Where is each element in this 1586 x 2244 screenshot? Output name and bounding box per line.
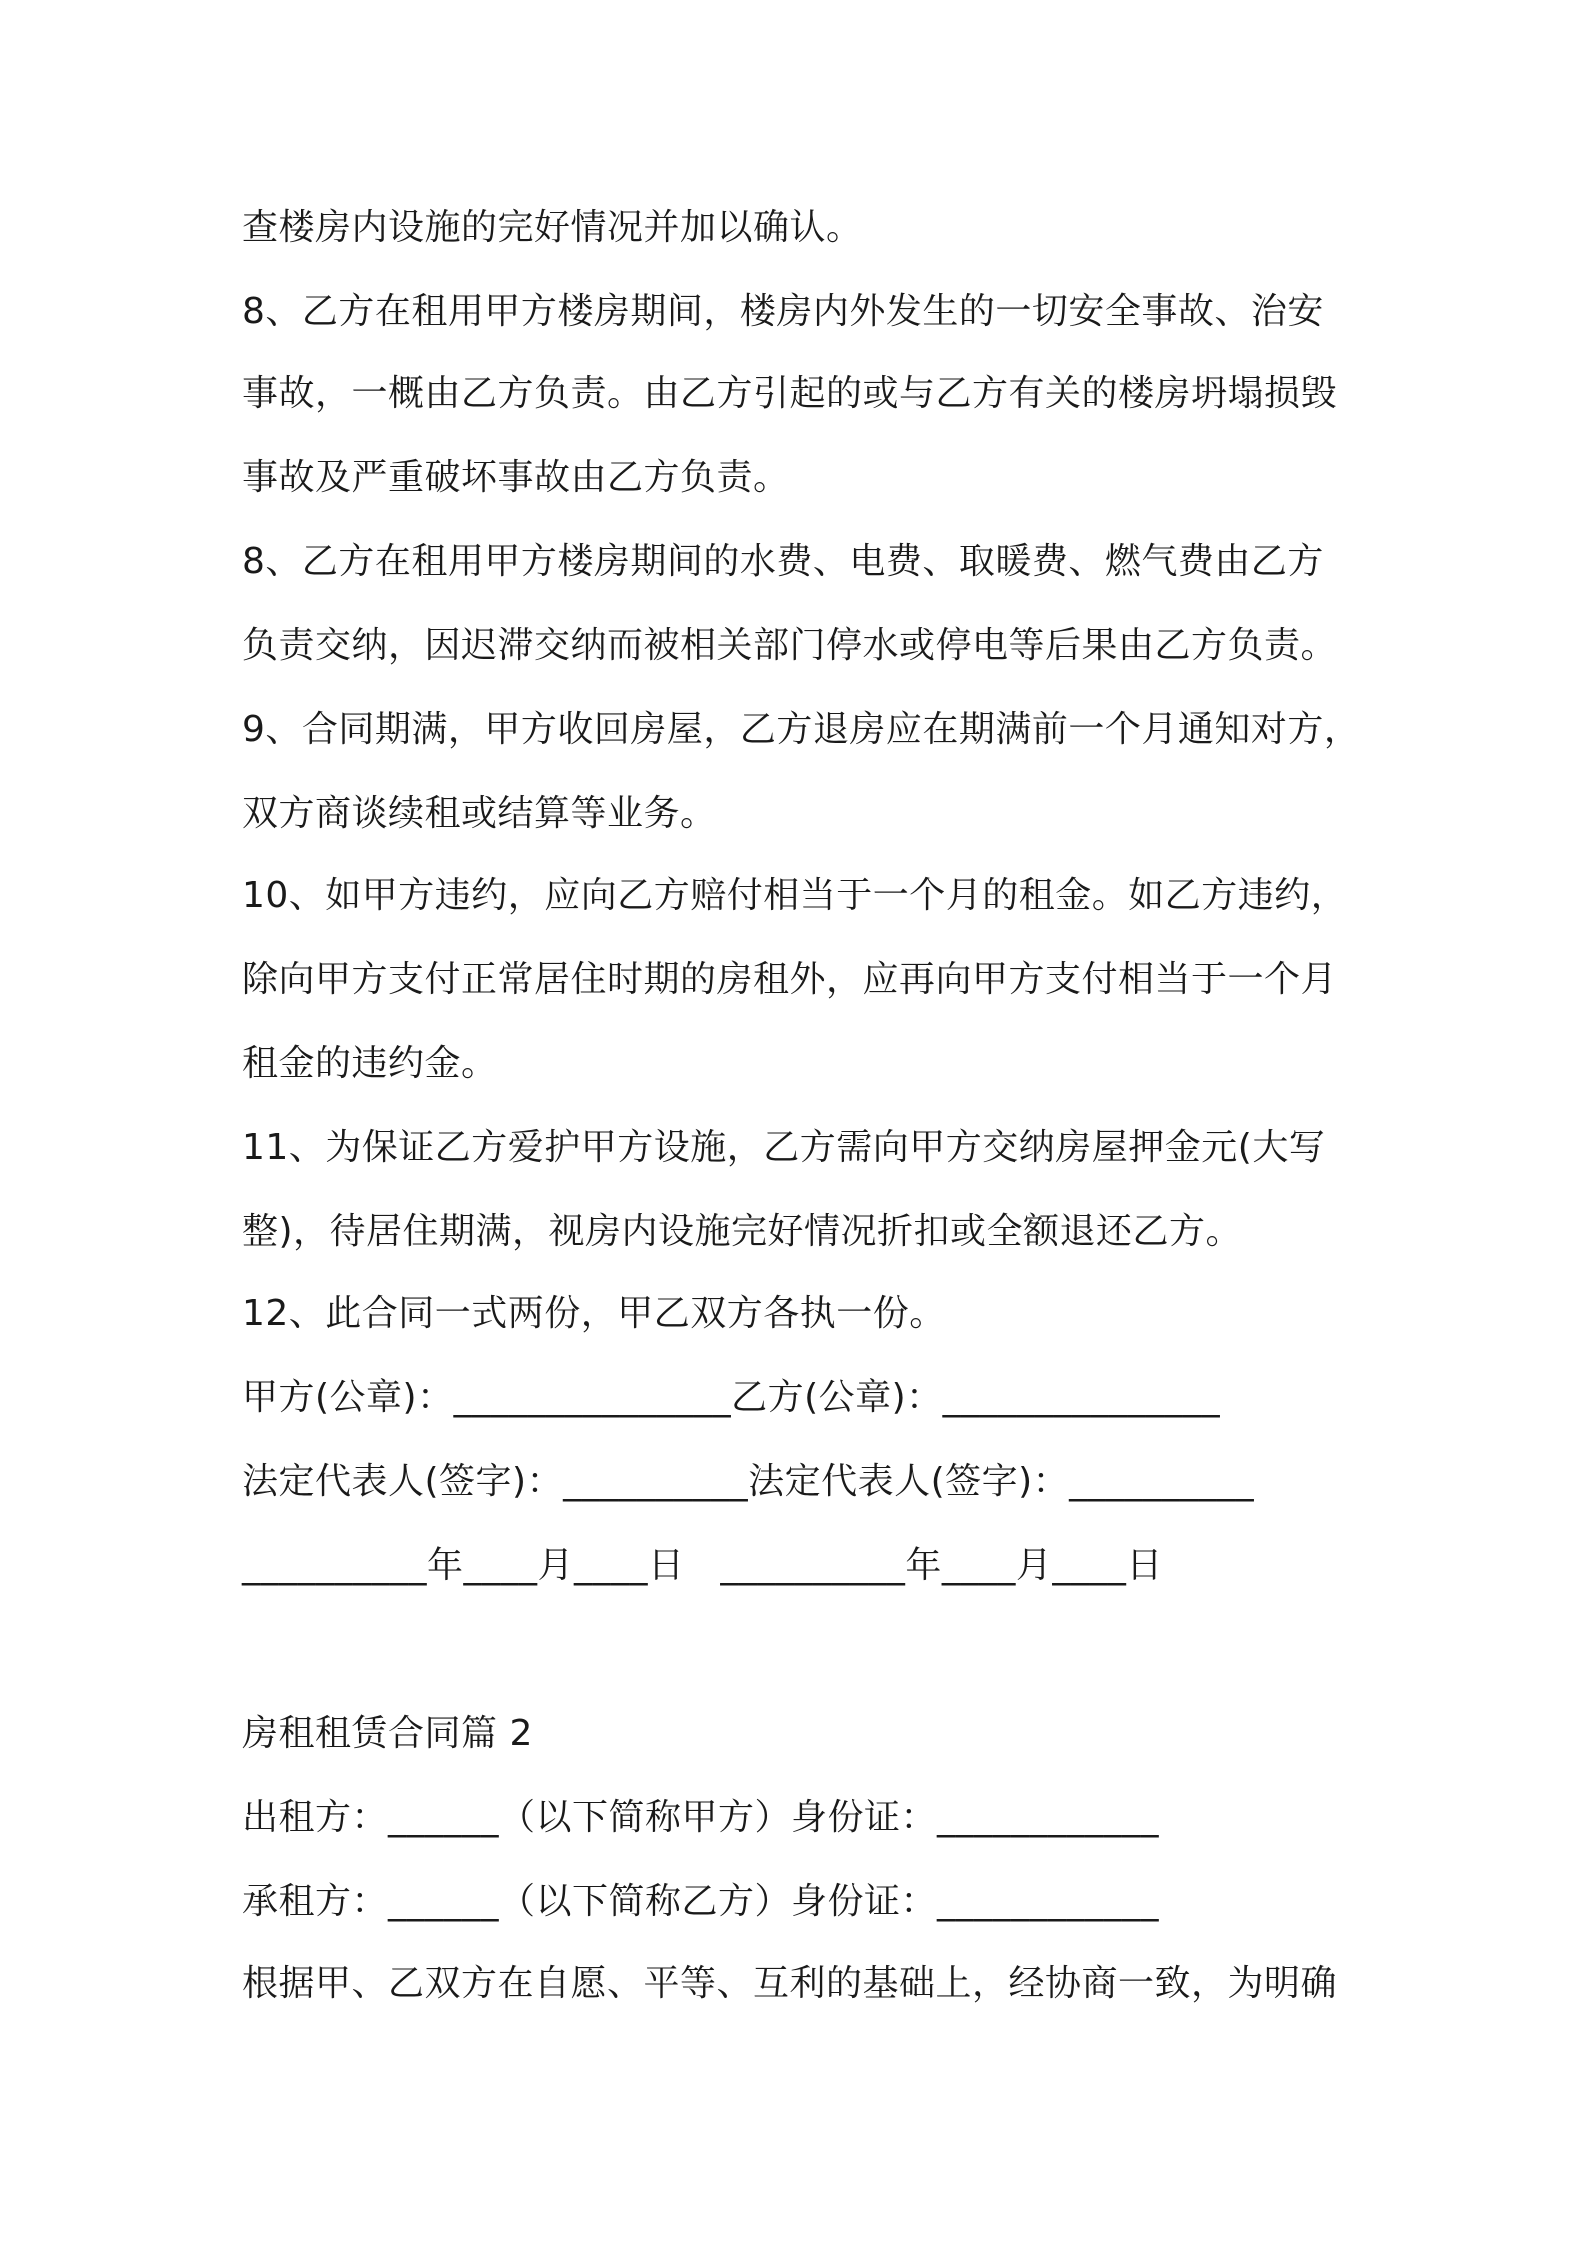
clause-9-line-2: 双方商谈续租或结算等业务。 [242,793,717,834]
clause-7-continuation: 查楼房内设施的完好情况并加以确认。 [242,207,863,248]
clause-8-safety-line-2: 事故，一概由乙方负责。由乙方引起的或与乙方有关的楼房坍塌损毁 [242,373,1338,414]
section-title: 房租租赁合同篇 2 [242,1713,533,1754]
clause-11-line-2: 整)，待居住期满，视房内设施完好情况折扣或全额退还乙方。 [242,1211,1243,1252]
clause-8-safety-line-1: 8、乙方在租用甲方楼房期间，楼房内外发生的一切安全事故、治安 [242,291,1324,332]
clause-10-line-3: 租金的违约金。 [242,1043,498,1084]
clause-10-line-1: 10、如甲方违约，应向乙方赔付相当于一个月的租金。如乙方违约， [242,875,1348,916]
lessee-line: 承租方：______（以下简称乙方）身份证：____________ [242,1881,1160,1922]
clause-12: 12、此合同一式两份，甲乙双方各执一份。 [242,1293,946,1334]
clause-8-fees-line-1: 8、乙方在租用甲方楼房期间的水费、电费、取暖费、燃气费由乙方 [242,541,1324,582]
seal-line: 甲方(公章)：_______________乙方(公章)：_______________ [242,1377,1221,1418]
lessor-line: 出租方：______（以下简称甲方）身份证：____________ [242,1797,1160,1838]
clause-10-line-2: 除向甲方支付正常居住时期的房租外，应再向甲方支付相当于一个月 [242,959,1338,1000]
clause-11-line-1: 11、为保证乙方爱护甲方设施，乙方需向甲方交纳房屋押金元(大写 [242,1127,1326,1168]
clause-8-safety-line-3: 事故及严重破坏事故由乙方负责。 [242,457,790,498]
clause-9-line-1: 9、合同期满，甲方收回房屋，乙方退房应在期满前一个月通知对方， [242,709,1361,750]
preamble-line: 根据甲、乙双方在自愿、平等、互利的基础上，经协商一致，为明确 [242,1963,1338,2004]
date-line: __________年____月____日 __________年____月____日 [242,1545,1163,1586]
clause-8-fees-line-2: 负责交纳，因迟滞交纳而被相关部门停水或停电等后果由乙方负责。 [242,625,1338,666]
representative-signature-line: 法定代表人(签字)：__________法定代表人(签字)：__________ [242,1461,1255,1502]
